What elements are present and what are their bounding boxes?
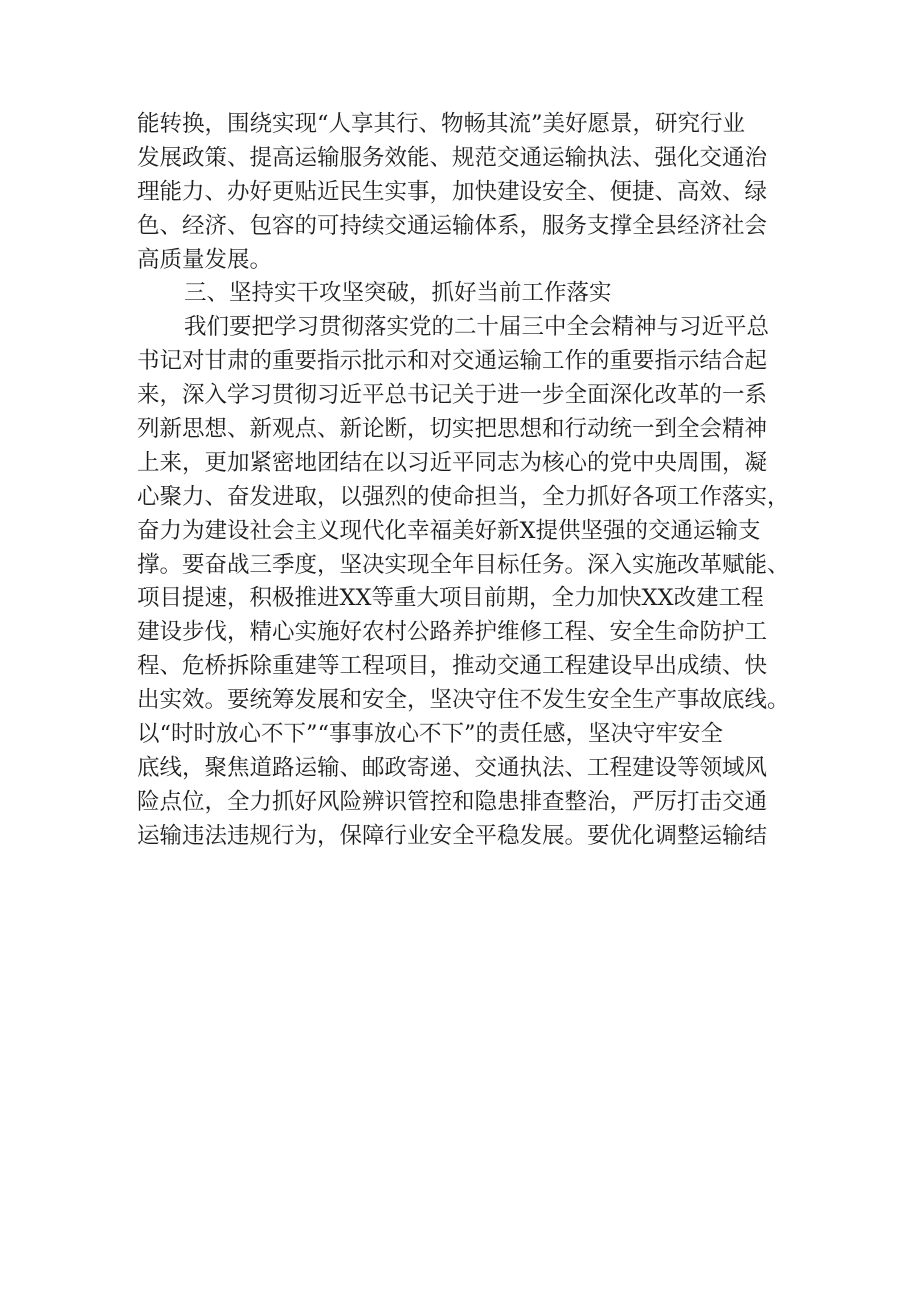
text-line <box>0 616 920 650</box>
text-line-content: 险点位，全力抓好风险辨识管控和隐患排查整治，严厉打击交通 <box>137 788 768 815</box>
text-line-content: 发展政策、提高运输服务效能、规范交通运输执法、强化交通治 <box>137 144 768 171</box>
text-line-content: 心聚力、奋发进取，以强烈的使命担当，全力抓好各项工作落实， <box>137 483 790 510</box>
text-line-content: 来，深入学习贯彻习近平总书记关于进一步全面深化改革的一系 <box>137 382 768 409</box>
section-heading-text: 三、坚持实干攻坚突破，抓好当前工作落实 <box>184 280 612 307</box>
text-line <box>0 684 920 718</box>
text-line <box>0 650 920 684</box>
text-line-content: 程、危桥拆除重建等工程项目，推动交通工程建设早出成绩、快 <box>137 653 768 680</box>
text-line-content: 奋力为建设社会主义现代化幸福美好新X提供坚强的交通运输支 <box>137 517 761 544</box>
text-line <box>0 820 920 854</box>
text-line <box>0 718 920 752</box>
text-line-content: 能转换，围绕实现“人享其行、物畅其流”美好愿景，研究行业 <box>137 111 746 137</box>
text-line-content: 色、经济、包容的可持续交通运输体系，服务支撑全县经济社会 <box>137 212 768 239</box>
text-line-content: 运输违法违规行为，保障行业安全平稳发展。要优化调整运输结 <box>137 822 768 849</box>
text-line <box>0 413 920 447</box>
text-line-content: 我们要把学习贯彻落实党的二十届三中全会精神与习近平总 <box>184 314 770 341</box>
text-line-content: 撑。要奋战三季度，坚决实现全年目标任务。深入实施改革赋能、 <box>137 551 790 578</box>
text-line <box>0 345 920 379</box>
text-line-content: 上来，更加紧密地团结在以习近平同志为核心的党中央周围，凝 <box>137 449 768 476</box>
text-line <box>0 447 920 481</box>
text-line-content: 列新思想、新观点、新论断，切实把思想和行动统一到全会精神 <box>137 416 768 443</box>
text-line <box>0 176 920 210</box>
text-line <box>0 108 920 142</box>
text-line <box>0 549 920 583</box>
text-line-content: 高质量发展。 <box>137 246 273 273</box>
text-line-content: 书记对甘肃的重要指示批示和对交通运输工作的重要指示结合起 <box>137 348 768 375</box>
text-line <box>0 379 920 413</box>
text-line-content: 项目提速，积极推进XX等重大项目前期，全力加快XX改建工程 <box>137 585 764 612</box>
text-line <box>0 244 920 278</box>
text-line-content: 以“时时放心不下”“事事放心不下”的责任感，坚决守牢安全 <box>137 721 724 748</box>
text-line <box>0 786 920 820</box>
text-line-content: 理能力、办好更贴近民生实事，加快建设安全、便捷、高效、绿 <box>137 178 768 205</box>
text-line <box>0 515 920 549</box>
text-line-content: 底线，聚焦道路运输、邮政寄递、交通执法、工程建设等领域风 <box>137 754 768 781</box>
section-heading <box>0 277 920 311</box>
document-body <box>0 108 920 854</box>
text-line <box>0 752 920 786</box>
text-line <box>0 210 920 244</box>
text-line <box>0 142 920 176</box>
text-line <box>0 582 920 616</box>
text-line <box>0 311 920 345</box>
text-line-content: 建设步伐，精心实施好农村公路养护维修工程、安全生命防护工 <box>137 619 768 646</box>
text-line-content: 出实效。要统筹发展和安全，坚决守住不发生安全生产事故底线。 <box>137 687 790 714</box>
text-line <box>0 481 920 515</box>
